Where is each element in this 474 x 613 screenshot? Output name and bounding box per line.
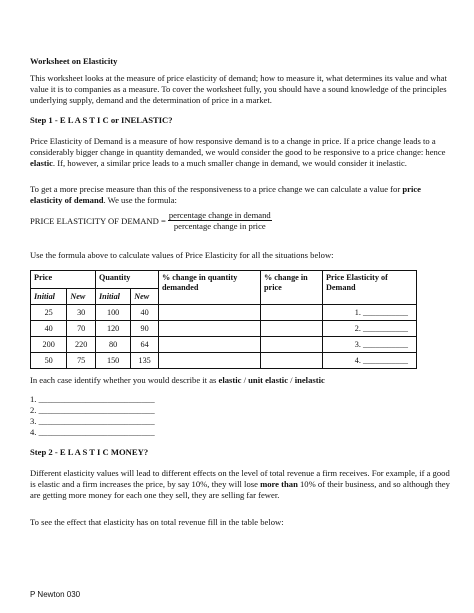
quantity-new-cell: 135 xyxy=(131,353,159,369)
identify-answer-line[interactable]: 2. ___________________________ xyxy=(30,405,155,415)
table-row xyxy=(31,305,417,321)
formula-numerator: percentage change in demand xyxy=(168,210,271,220)
header-pct-change-price: % change in price xyxy=(261,271,323,305)
step1-paragraph-1: Price Elasticity of Demand is a measure of how responsive demand is to a change in price. If a price change leads to a considerably bigger change in quantity demanded, we would consider the good to be responsive to a price change: hence elastic. If, however, a similar price leads to a much smaller change in demand, we would consider it inelastic. xyxy=(30,136,446,168)
pct-change-price-cell[interactable] xyxy=(261,337,323,353)
elasticity-formula xyxy=(30,210,272,231)
pct-change-quantity-cell[interactable] xyxy=(159,337,261,353)
quantity-initial-cell: 100 xyxy=(96,305,131,321)
subheader-quantity-new: New xyxy=(131,289,159,305)
identify-instruction: In each case identify whether you would describe it as elastic / unit elastic / inelastic xyxy=(30,375,325,385)
step1-heading: Step 1 - E L A S T I C or INELASTIC? xyxy=(30,115,173,125)
step1-paragraph-2: To get a more precise measure than this of the responsiveness to a price change we can calculate a value for price elasticity of demand. We use the formula: xyxy=(30,184,421,205)
formula-fraction xyxy=(168,210,272,231)
table-row xyxy=(31,337,417,353)
elasticity-table xyxy=(30,270,417,369)
quantity-new-cell: 40 xyxy=(131,305,159,321)
table-row xyxy=(31,353,417,369)
header-price: Price xyxy=(31,271,96,289)
price-initial-cell: 25 xyxy=(31,305,67,321)
price-initial-cell: 200 xyxy=(31,337,67,353)
pct-change-quantity-cell[interactable] xyxy=(159,353,261,369)
quantity-initial-cell: 150 xyxy=(96,353,131,369)
formula-denominator: percentage change in price xyxy=(173,221,266,231)
pct-change-price-cell[interactable] xyxy=(261,353,323,369)
subheader-price-new: New xyxy=(67,289,96,305)
pct-change-price-cell[interactable] xyxy=(261,321,323,337)
price-initial-cell: 50 xyxy=(31,353,67,369)
table-instruction: Use the formula above to calculate values of Price Elasticity for all the situations below: xyxy=(30,250,334,260)
header-pct-change-quantity: % change in quantity demanded xyxy=(159,271,261,305)
step2-paragraph-2: To see the effect that elasticity has on total revenue fill in the table below: xyxy=(30,517,284,527)
price-new-cell: 70 xyxy=(67,321,96,337)
quantity-initial-cell: 80 xyxy=(96,337,131,353)
quantity-new-cell: 90 xyxy=(131,321,159,337)
price-new-cell: 75 xyxy=(67,353,96,369)
price-new-cell: 220 xyxy=(67,337,96,353)
pct-change-quantity-cell[interactable] xyxy=(159,305,261,321)
pct-change-quantity-cell[interactable] xyxy=(159,321,261,337)
identify-answer-line[interactable]: 3. ___________________________ xyxy=(30,416,155,426)
elasticity-answer-cell[interactable]: 4. ___________ xyxy=(323,353,417,369)
subheader-quantity-initial: Initial xyxy=(96,289,131,305)
price-new-cell: 30 xyxy=(67,305,96,321)
identify-answer-line[interactable]: 1. ___________________________ xyxy=(30,394,155,404)
quantity-new-cell: 64 xyxy=(131,337,159,353)
header-quantity: Quantity xyxy=(96,271,159,289)
step2-heading: Step 2 - E L A S T I C MONEY? xyxy=(30,447,149,457)
formula-lhs: PRICE ELASTICITY OF DEMAND = xyxy=(30,215,166,226)
step2-paragraph-1: Different elasticity values will lead to different effects on the level of total revenue a firm receives. For example, if a good is elastic and a firm increases the price, by say 10%, they will lose more than 10% of their business, and so although they are getting more money for each one they sell, they are selling far fewer. xyxy=(30,468,450,500)
header-price-elasticity: Price Elasticity of Demand xyxy=(323,271,417,305)
intro-paragraph: This worksheet looks at the measure of price elasticity of demand; how to measure it, what determines its value and what value it is to companies as a measure. To cover the worksheet fully, you should have a sound knowledge of the principles underlying supply, demand and the determination of price in a market. xyxy=(30,73,447,105)
price-initial-cell: 40 xyxy=(31,321,67,337)
elasticity-answer-cell[interactable]: 1. ___________ xyxy=(323,305,417,321)
subheader-price-initial: Initial xyxy=(31,289,67,305)
pct-change-price-cell[interactable] xyxy=(261,305,323,321)
table-row xyxy=(31,321,417,337)
footer-author: P Newton 030 xyxy=(30,590,81,599)
identify-answer-line[interactable]: 4. ___________________________ xyxy=(30,427,155,437)
quantity-initial-cell: 120 xyxy=(96,321,131,337)
elasticity-answer-cell[interactable]: 3. ___________ xyxy=(323,337,417,353)
worksheet-title: Worksheet on Elasticity xyxy=(30,56,118,66)
elasticity-answer-cell[interactable]: 2. ___________ xyxy=(323,321,417,337)
